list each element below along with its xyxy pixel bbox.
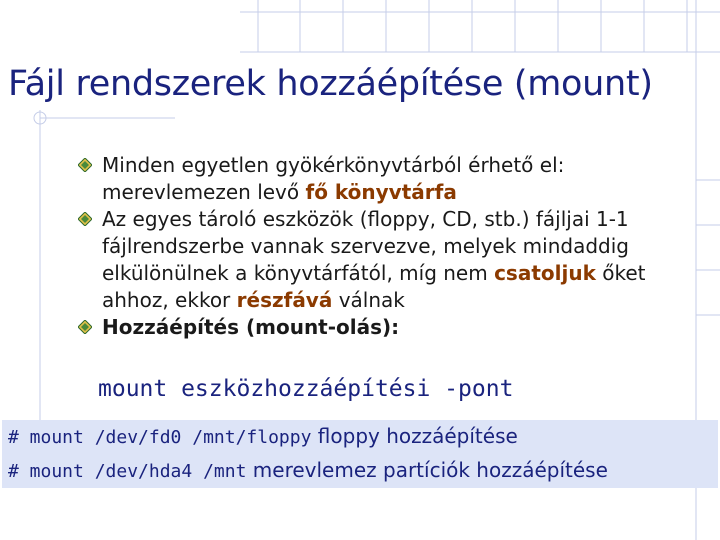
command-code: # mount /dev/fd0 /mnt/floppy [8,427,312,448]
bullet-highlight: fő könyvtárfa [305,180,457,204]
command-code: # mount /dev/hda4 /mnt [8,461,247,482]
bullet-highlight-2: részfává [236,288,333,312]
mount-syntax: mount eszközhozzáépítési -pont [98,376,514,402]
command-description: floppy hozzáépítése [317,424,518,448]
bullet-bold-text: Hozzáépítés (mount-olás): [102,315,400,339]
bullet-text-mid: őket ahhoz, ekkor [102,261,646,312]
command-row [8,458,608,482]
bullet-item [78,152,708,206]
bullet-item [78,206,708,314]
bullet-text-end: válnak [332,288,405,312]
command-row [8,424,518,448]
slide-title: Fájl rendszerek hozzáépítése (mount) [8,64,653,104]
bullet-text: Minden egyetlen gyökérkönyvtárból érhető el: merevlemezen levő [102,153,565,204]
bullet-diamond-icon [78,320,92,334]
command-examples-box [2,420,718,488]
bullet-item [78,314,708,341]
bullet-list [78,152,708,341]
bullet-diamond-icon [78,158,92,172]
command-description: merevlemez partíciók hozzáépítése [252,458,608,482]
bullet-highlight: csatoljuk [494,261,596,285]
bullet-diamond-icon [78,212,92,226]
bullet-text: Az egyes tároló eszközök (floppy, CD, stb.) fájljai 1-1 fájlrendszerbe vannak szervezve, melyek mindaddig elkülönülnek a könyvtárfától, míg nem [102,207,629,285]
